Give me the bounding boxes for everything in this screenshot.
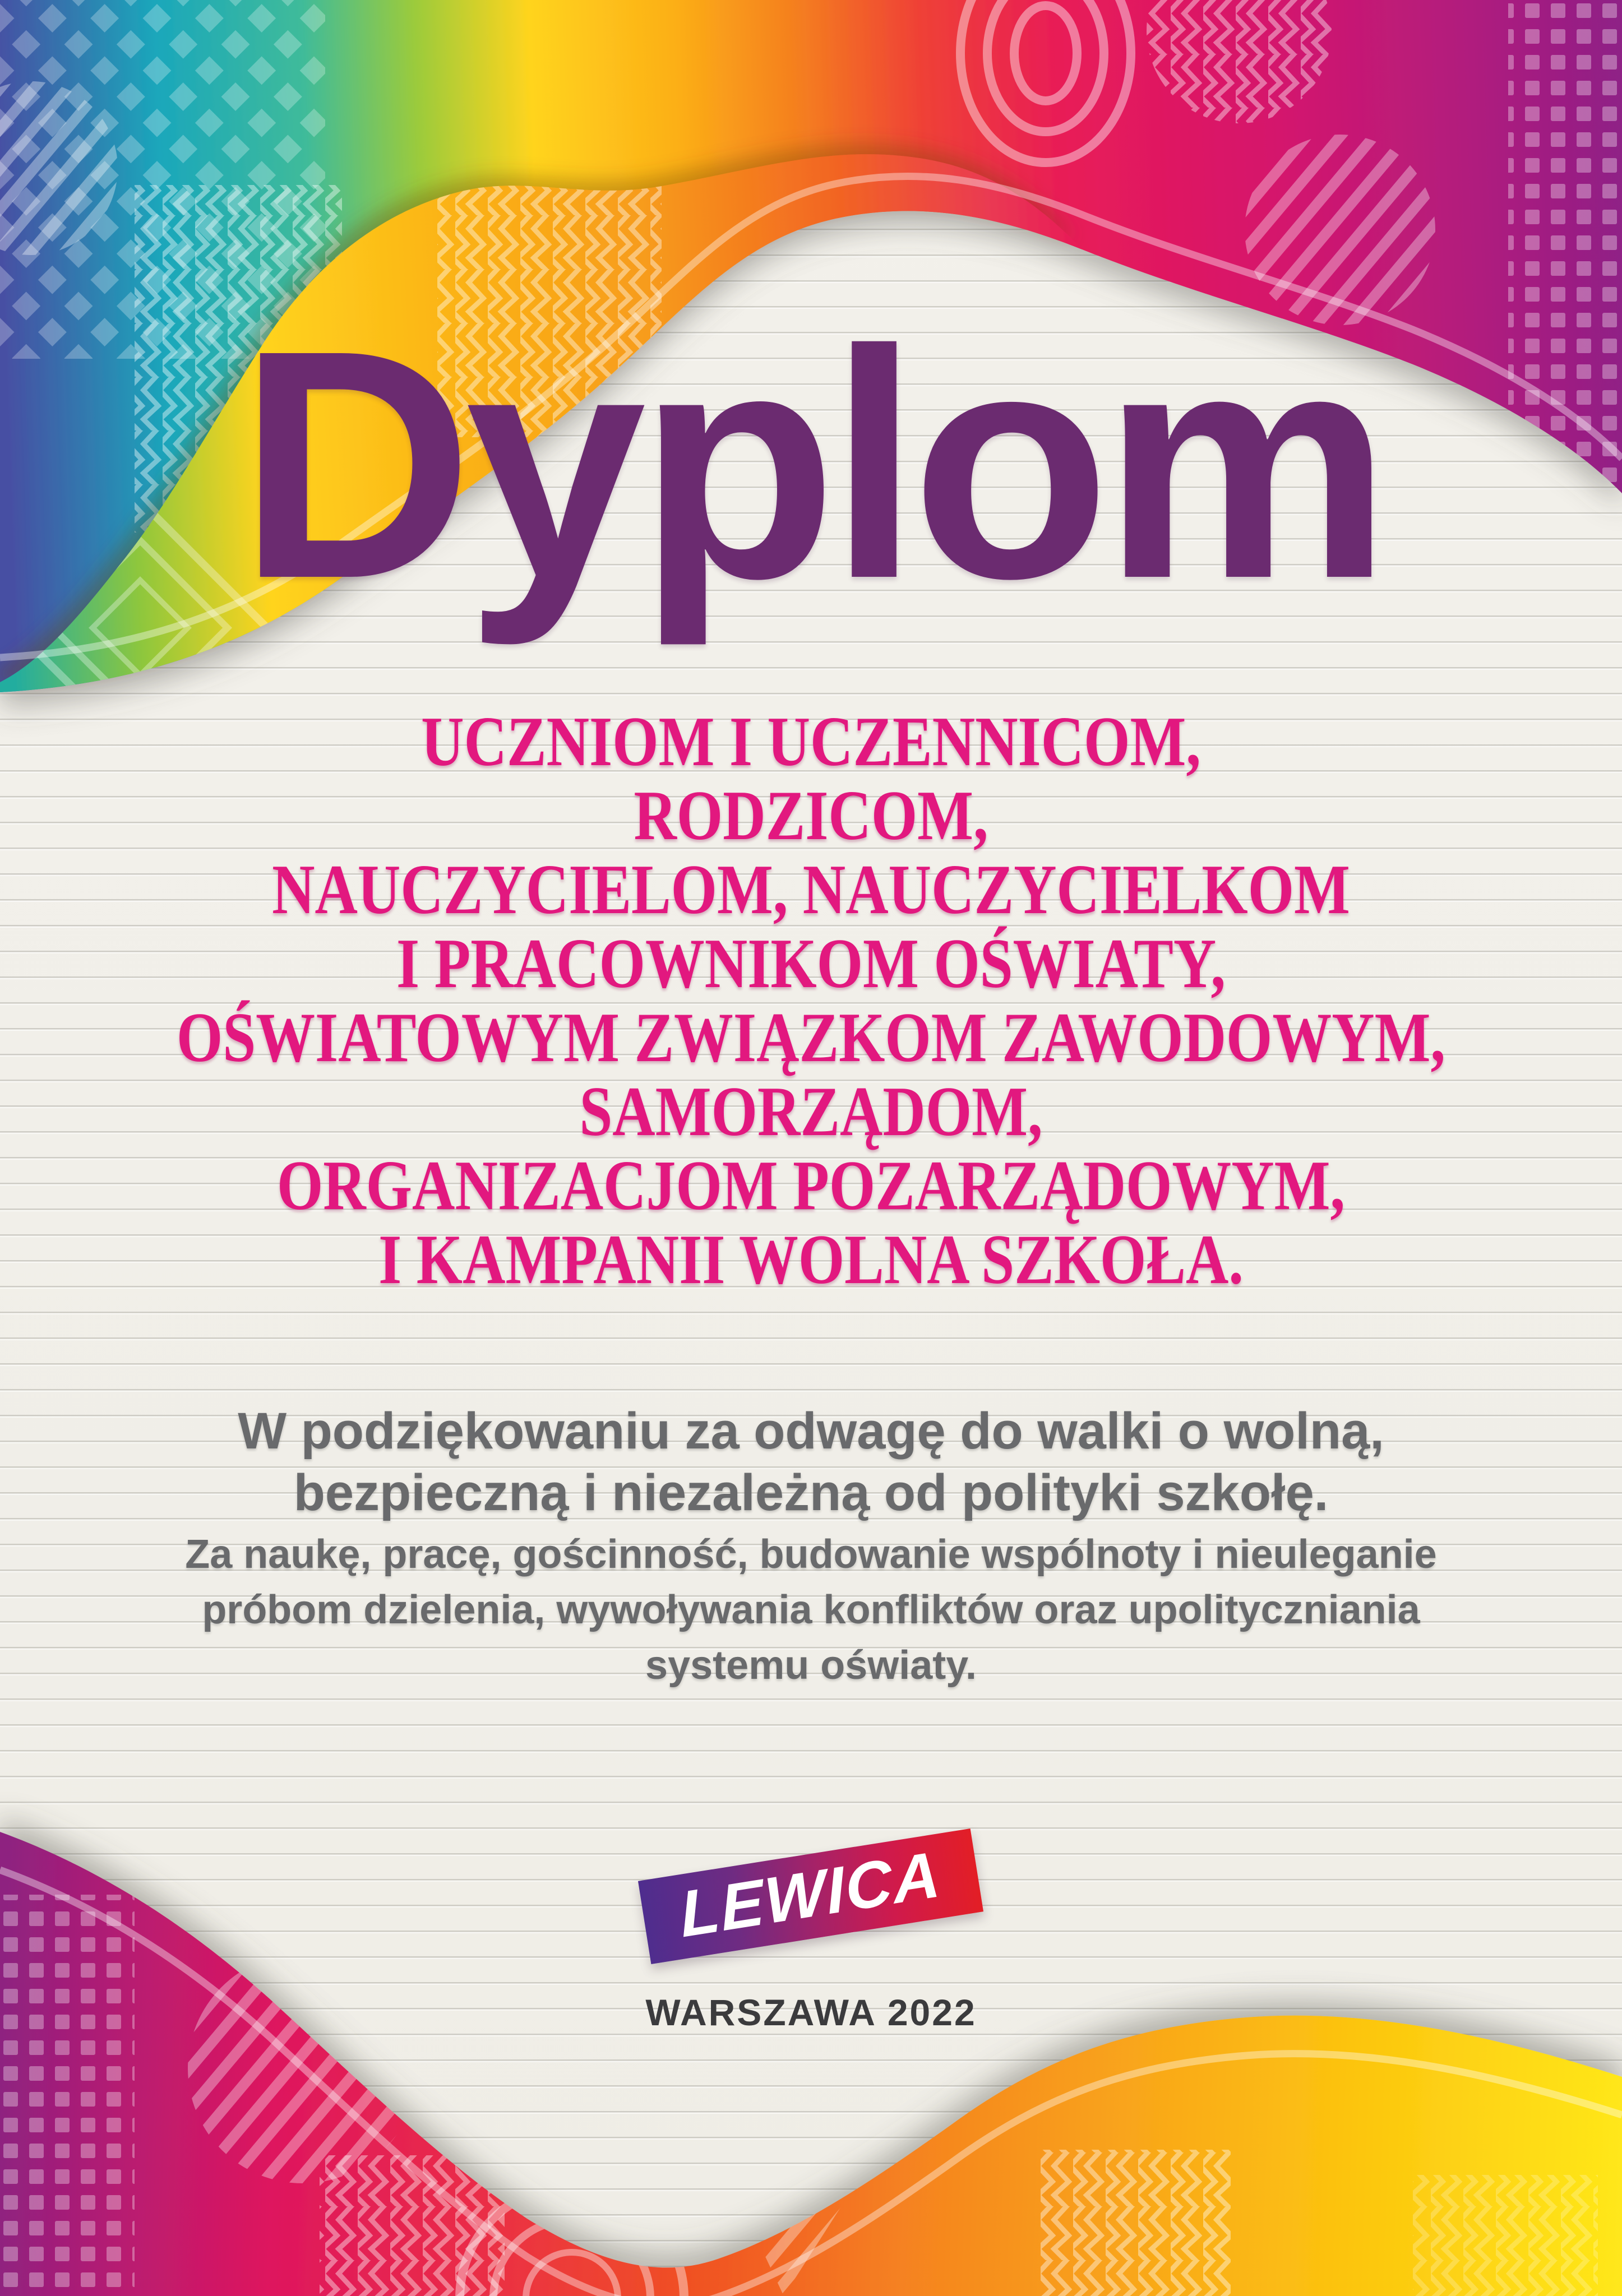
- dedication-body-line: systemu oświaty.: [645, 1643, 977, 1688]
- recipients-line: I KAMPANII WOLNA SZKOŁA.: [378, 1221, 1244, 1299]
- dedication-emphasis-line: bezpieczną i niezależną od polityki szkołę.: [293, 1464, 1329, 1521]
- recipients-line: OŚWIATOWYM ZWIĄZKOM ZAWODOWYM,: [177, 999, 1445, 1077]
- dedication-body-line: próbom dzielenia, wywoływania konfliktów oraz upolityczniania: [202, 1587, 1420, 1632]
- recipients-line: SAMORZĄDOM,: [579, 1073, 1043, 1151]
- city-year-label: WARSZAWA 2022: [645, 1992, 977, 2033]
- dedication-body: [0, 1527, 1622, 1693]
- recipients-line: RODZICOM,: [634, 777, 988, 855]
- zigzag-pattern: [1040, 2150, 1231, 2296]
- recipients-line: I PRACOWNIKOM OŚWIATY,: [396, 925, 1226, 1003]
- recipients-line: NAUCZYCIELOM, NAUCZYCIELKOM: [272, 851, 1350, 929]
- recipients-block: [130, 705, 1492, 1297]
- lewica-logo-text: LEWICA: [677, 1837, 944, 1951]
- zigzag-pattern: [1413, 2175, 1598, 2296]
- dedication-body-line: Za naukę, pracę, gościnność, budowanie wspólnoty i nieuleganie: [185, 1532, 1437, 1577]
- dot-grid-pattern: [0, 1895, 135, 2296]
- zigzag-pattern: [320, 2155, 505, 2296]
- recipients-line: ORGANIZACJOM POZARZĄDOWYM,: [276, 1147, 1346, 1225]
- recipients-line: UCZNIOM I UCZENNICOM,: [421, 703, 1201, 781]
- dedication-emphasis: [0, 1400, 1622, 1524]
- dedication-emphasis-line: W podziękowaniu za odwagę do walki o wolną,: [238, 1402, 1384, 1460]
- diploma-title: Dyplom: [238, 283, 1384, 646]
